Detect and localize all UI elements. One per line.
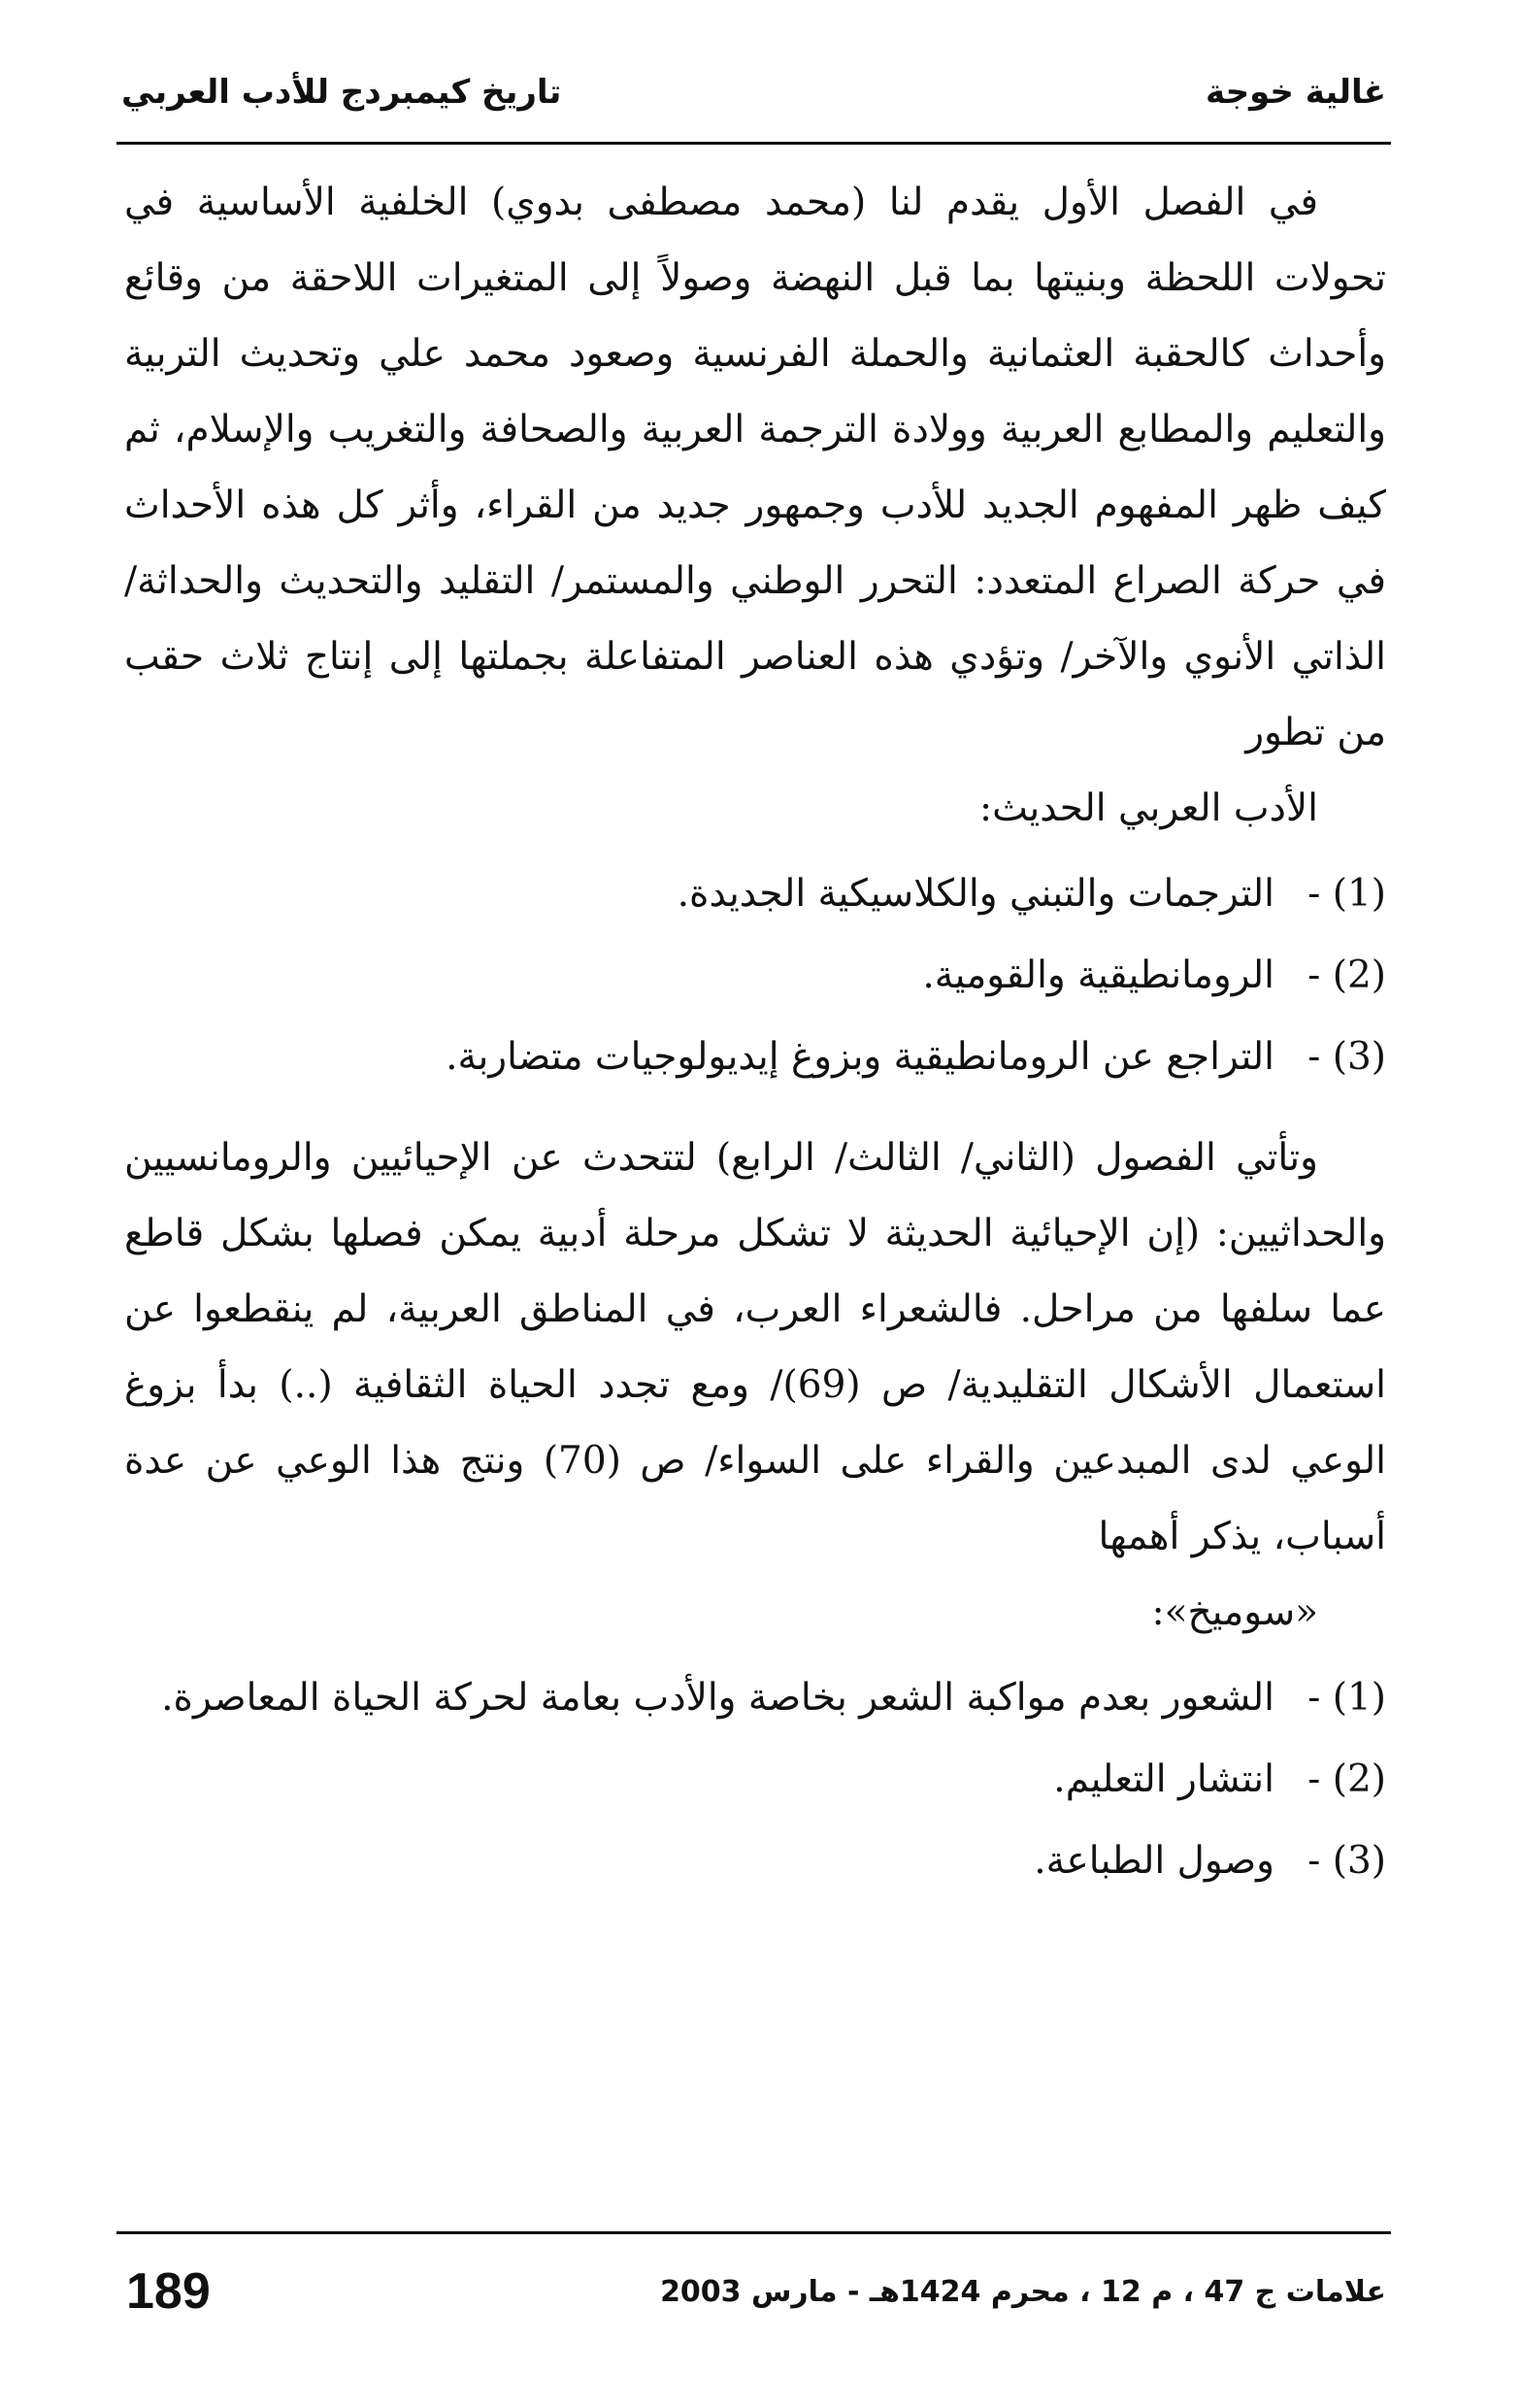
footer-divider [116, 2231, 1391, 2234]
journal-issue-info: علامات ج 47 ، م 12 ، محرم 1424هـ - مارس 2003 [660, 2274, 1386, 2309]
list-item-text: الشعور بعدم مواكبة الشعر بخاصة والأدب بعامة لحركة الحياة المعاصرة. [161, 1676, 1274, 1720]
list-item-text: الرومانطيقية والقومية. [922, 953, 1274, 997]
running-author-name: غالية خوجة [1205, 73, 1386, 112]
list-item [124, 938, 1386, 1014]
list-item-number: (1) - [1307, 1676, 1386, 1720]
paragraph-intro [124, 165, 1386, 847]
list-item-number: (3) - [1307, 1035, 1386, 1079]
eras-list [124, 856, 1386, 1095]
list-item [124, 1823, 1386, 1899]
list-item-number: (2) - [1307, 1757, 1386, 1801]
list-item-number: (2) - [1307, 953, 1386, 997]
running-book-title: تاريخ كيمبردج للأدب العربي [121, 73, 562, 112]
header-divider [116, 142, 1391, 145]
paragraph-intro-tail: الأدب العربي الحديث: [978, 786, 1318, 830]
page-number: 189 [126, 2263, 211, 2320]
list-item-number: (3) - [1307, 1839, 1386, 1883]
list-item [124, 1020, 1386, 1095]
running-header [121, 49, 1386, 136]
list-item [124, 1660, 1386, 1736]
paragraph-chapters-text: وتأتي الفصول (الثاني/ الثالث/ الرابع) لتتحدث عن الإحيائيين والرومانسيين والحداثيين: (إن الإحيائية الحديثة لا تشكل مرحلة أدبية يمكن فصلها بشكل قاطع عما سلفها من مراحل. فالشعراء العرب، في المناطق العربية، لم ينقطعوا عن استعمال الأشكال التقليدية/ ص (69)/ ومع تجدد الحياة الثقافية (..) بدأ بزوغ الوعي لدى المبدعين والقراء على السواء/ ص (70) ونتج هذا الوعي عن عدة أسباب، يذكر أهمها [124, 1136, 1387, 1558]
body-text [124, 165, 1386, 1905]
list-item [124, 856, 1386, 932]
list-item-text: التراجع عن الرومانطيقية وبزوغ إيديولوجيات متضاربة. [446, 1035, 1274, 1079]
reasons-list [124, 1660, 1386, 1899]
paragraph-chapters-tail: «سوميخ»: [1151, 1590, 1318, 1634]
list-item [124, 1742, 1386, 1818]
paragraph-chapters [124, 1120, 1386, 1651]
list-item-number: (1) - [1307, 872, 1386, 916]
list-item-text: انتشار التعليم. [1053, 1757, 1274, 1801]
list-item-text: الترجمات والتبني والكلاسيكية الجديدة. [677, 872, 1274, 916]
list-item-text: وصول الطباعة. [1034, 1839, 1274, 1883]
running-footer [126, 2253, 1386, 2330]
paragraph-intro-text: في الفصل الأول يقدم لنا (محمد مصطفى بدوي) الخلفية الأساسية في تحولات اللحظة وبنيتها بما قبل النهضة وصولاً إلى المتغيرات اللاحقة من وقائع وأحداث كالحقبة العثمانية والحملة الفرنسية وصعود محمد علي وتحديث التربية والتعليم والمطابع العربية وولادة الترجمة العربية والصحافة والتغريب والإسلام، ثم كيف ظهر المفهوم الجديد للأدب وجمهور جديد من القراء، وأثر كل هذه الأحداث في حركة الصراع المتعدد: التحرر الوطني والمستمر/ التقليد والتحديث والحداثة/ الذاتي الأنوي والآخر/ وتؤدي هذه العناصر المتفاعلة بجملتها إلى إنتاج ثلاث حقب من تطور [124, 181, 1386, 754]
